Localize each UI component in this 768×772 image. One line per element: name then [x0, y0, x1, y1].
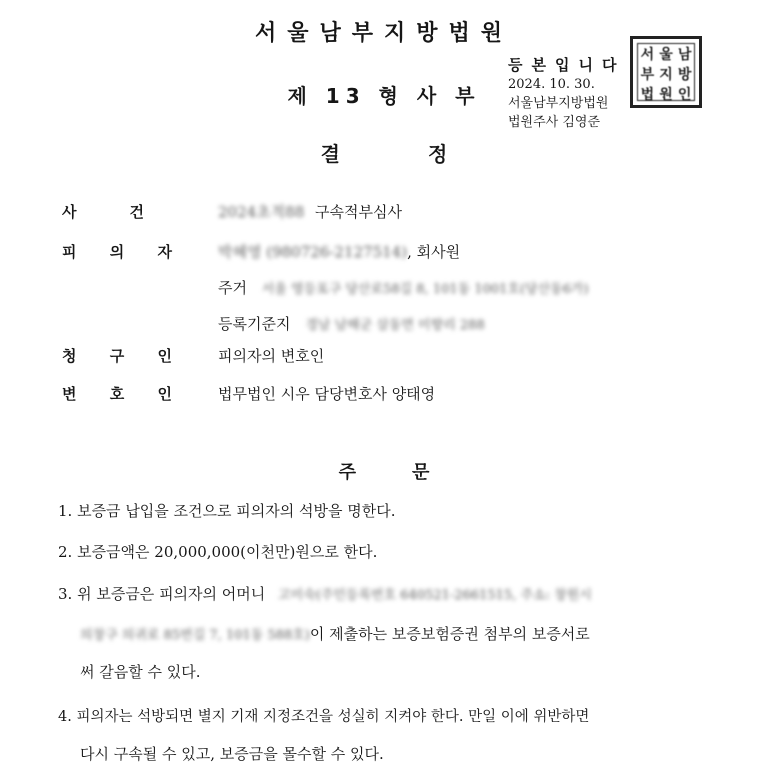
claimant-label [62, 345, 172, 366]
certification-court: 서울남부지방법원 [508, 96, 609, 111]
seal-char: 남 [677, 47, 692, 63]
case-number-redacted: 2024초적88 [218, 203, 305, 221]
court-name: 서울남부지방법원 [254, 21, 514, 46]
seal-char: 울 [659, 47, 673, 63]
item3-text: 이 제출하는 보증보험증권 첨부의 보증서로 [309, 625, 590, 643]
label-char: 건 [129, 203, 144, 221]
order-char: 주 [338, 462, 356, 483]
case-label [62, 201, 172, 222]
label-char: 인 [157, 347, 172, 365]
division-name: 제 13 형 사 부 [287, 84, 481, 108]
case-type: 구속적부심사 [315, 203, 402, 221]
order-char: 문 [412, 462, 430, 483]
title-char: 정 [428, 142, 448, 166]
order-item-4-line-2: 다시 구속될 수 있고, 보증금을 몰수할 수 있다. [80, 745, 384, 763]
address-label: 주거 [218, 279, 247, 297]
label-char: 의 [109, 243, 125, 261]
label-char: 사 [62, 203, 77, 221]
guarantor-redacted: 고미숙(주민등록번호 640521-2661515, 주소: 창원시 [278, 588, 592, 603]
case-value [218, 201, 402, 222]
order-heading [0, 458, 768, 484]
order-item-1: 1. 보증금 납입을 조건으로 피의자의 석방을 명한다. [58, 502, 396, 520]
guarantor-address-redacted: 의창구 의귀로 85번길 7, 101동 588호) [80, 628, 310, 643]
lawyer-value: 법무법인 시우 담당변호사 양태영 [218, 385, 436, 403]
seal-char: 지 [659, 67, 673, 83]
order-item-3-line-2 [80, 623, 590, 644]
registry-line [218, 313, 485, 334]
seal-char: 법 [640, 87, 655, 103]
order-item-3-line-1 [58, 583, 592, 604]
certification-block [508, 56, 625, 132]
suspect-value [218, 241, 460, 262]
order-item-4-line-1: 4. 피의자는 석방되면 별지 기재 지정조건을 성실히 지켜야 한다. 만일 이에 위반하면 [58, 709, 590, 725]
seal-char: 서 [640, 47, 655, 63]
seal-char: 인 [677, 87, 692, 103]
lawyer-label [62, 383, 172, 404]
claimant-value: 피의자의 변호인 [218, 347, 325, 365]
suspect-name-redacted: 박혜영 (980726-2127514) [218, 243, 408, 261]
label-char: 구 [109, 347, 125, 365]
seal-char: 원 [659, 87, 673, 103]
order-item-3-line-3: 써 갈음할 수 있다. [80, 663, 201, 681]
label-char: 자 [157, 243, 172, 261]
certification-clerk: 법원주사 김영준 [508, 115, 601, 130]
address-redacted: 서울 영등포구 당산로58길 8, 101동 1001호(당산동6가) [261, 282, 589, 297]
seal-char: 방 [677, 67, 692, 83]
document-title [0, 138, 768, 167]
court-seal-stamp [630, 36, 702, 108]
registry-redacted: 경남 남해군 삼동면 미향리 288 [305, 318, 485, 333]
item3-text: 3. 위 보증금은 피의자의 어머니 [58, 585, 266, 603]
suspect-occupation: , 회사원 [407, 243, 461, 261]
suspect-label [62, 241, 172, 262]
label-char: 호 [109, 385, 125, 403]
address-line [218, 277, 589, 298]
certification-heading: 등본입니다 [508, 56, 626, 74]
label-char: 변 [62, 385, 77, 403]
label-char: 인 [157, 385, 172, 403]
label-char: 피 [62, 243, 77, 261]
seal-char: 부 [640, 67, 655, 83]
label-char: 청 [62, 347, 77, 365]
certification-date: 2024. 10. 30. [508, 77, 595, 92]
order-item-2: 2. 보증금액은 20,000,000(이천만)원으로 한다. [58, 543, 378, 561]
title-char: 결 [320, 142, 340, 166]
registry-label: 등록기준지 [218, 315, 291, 333]
